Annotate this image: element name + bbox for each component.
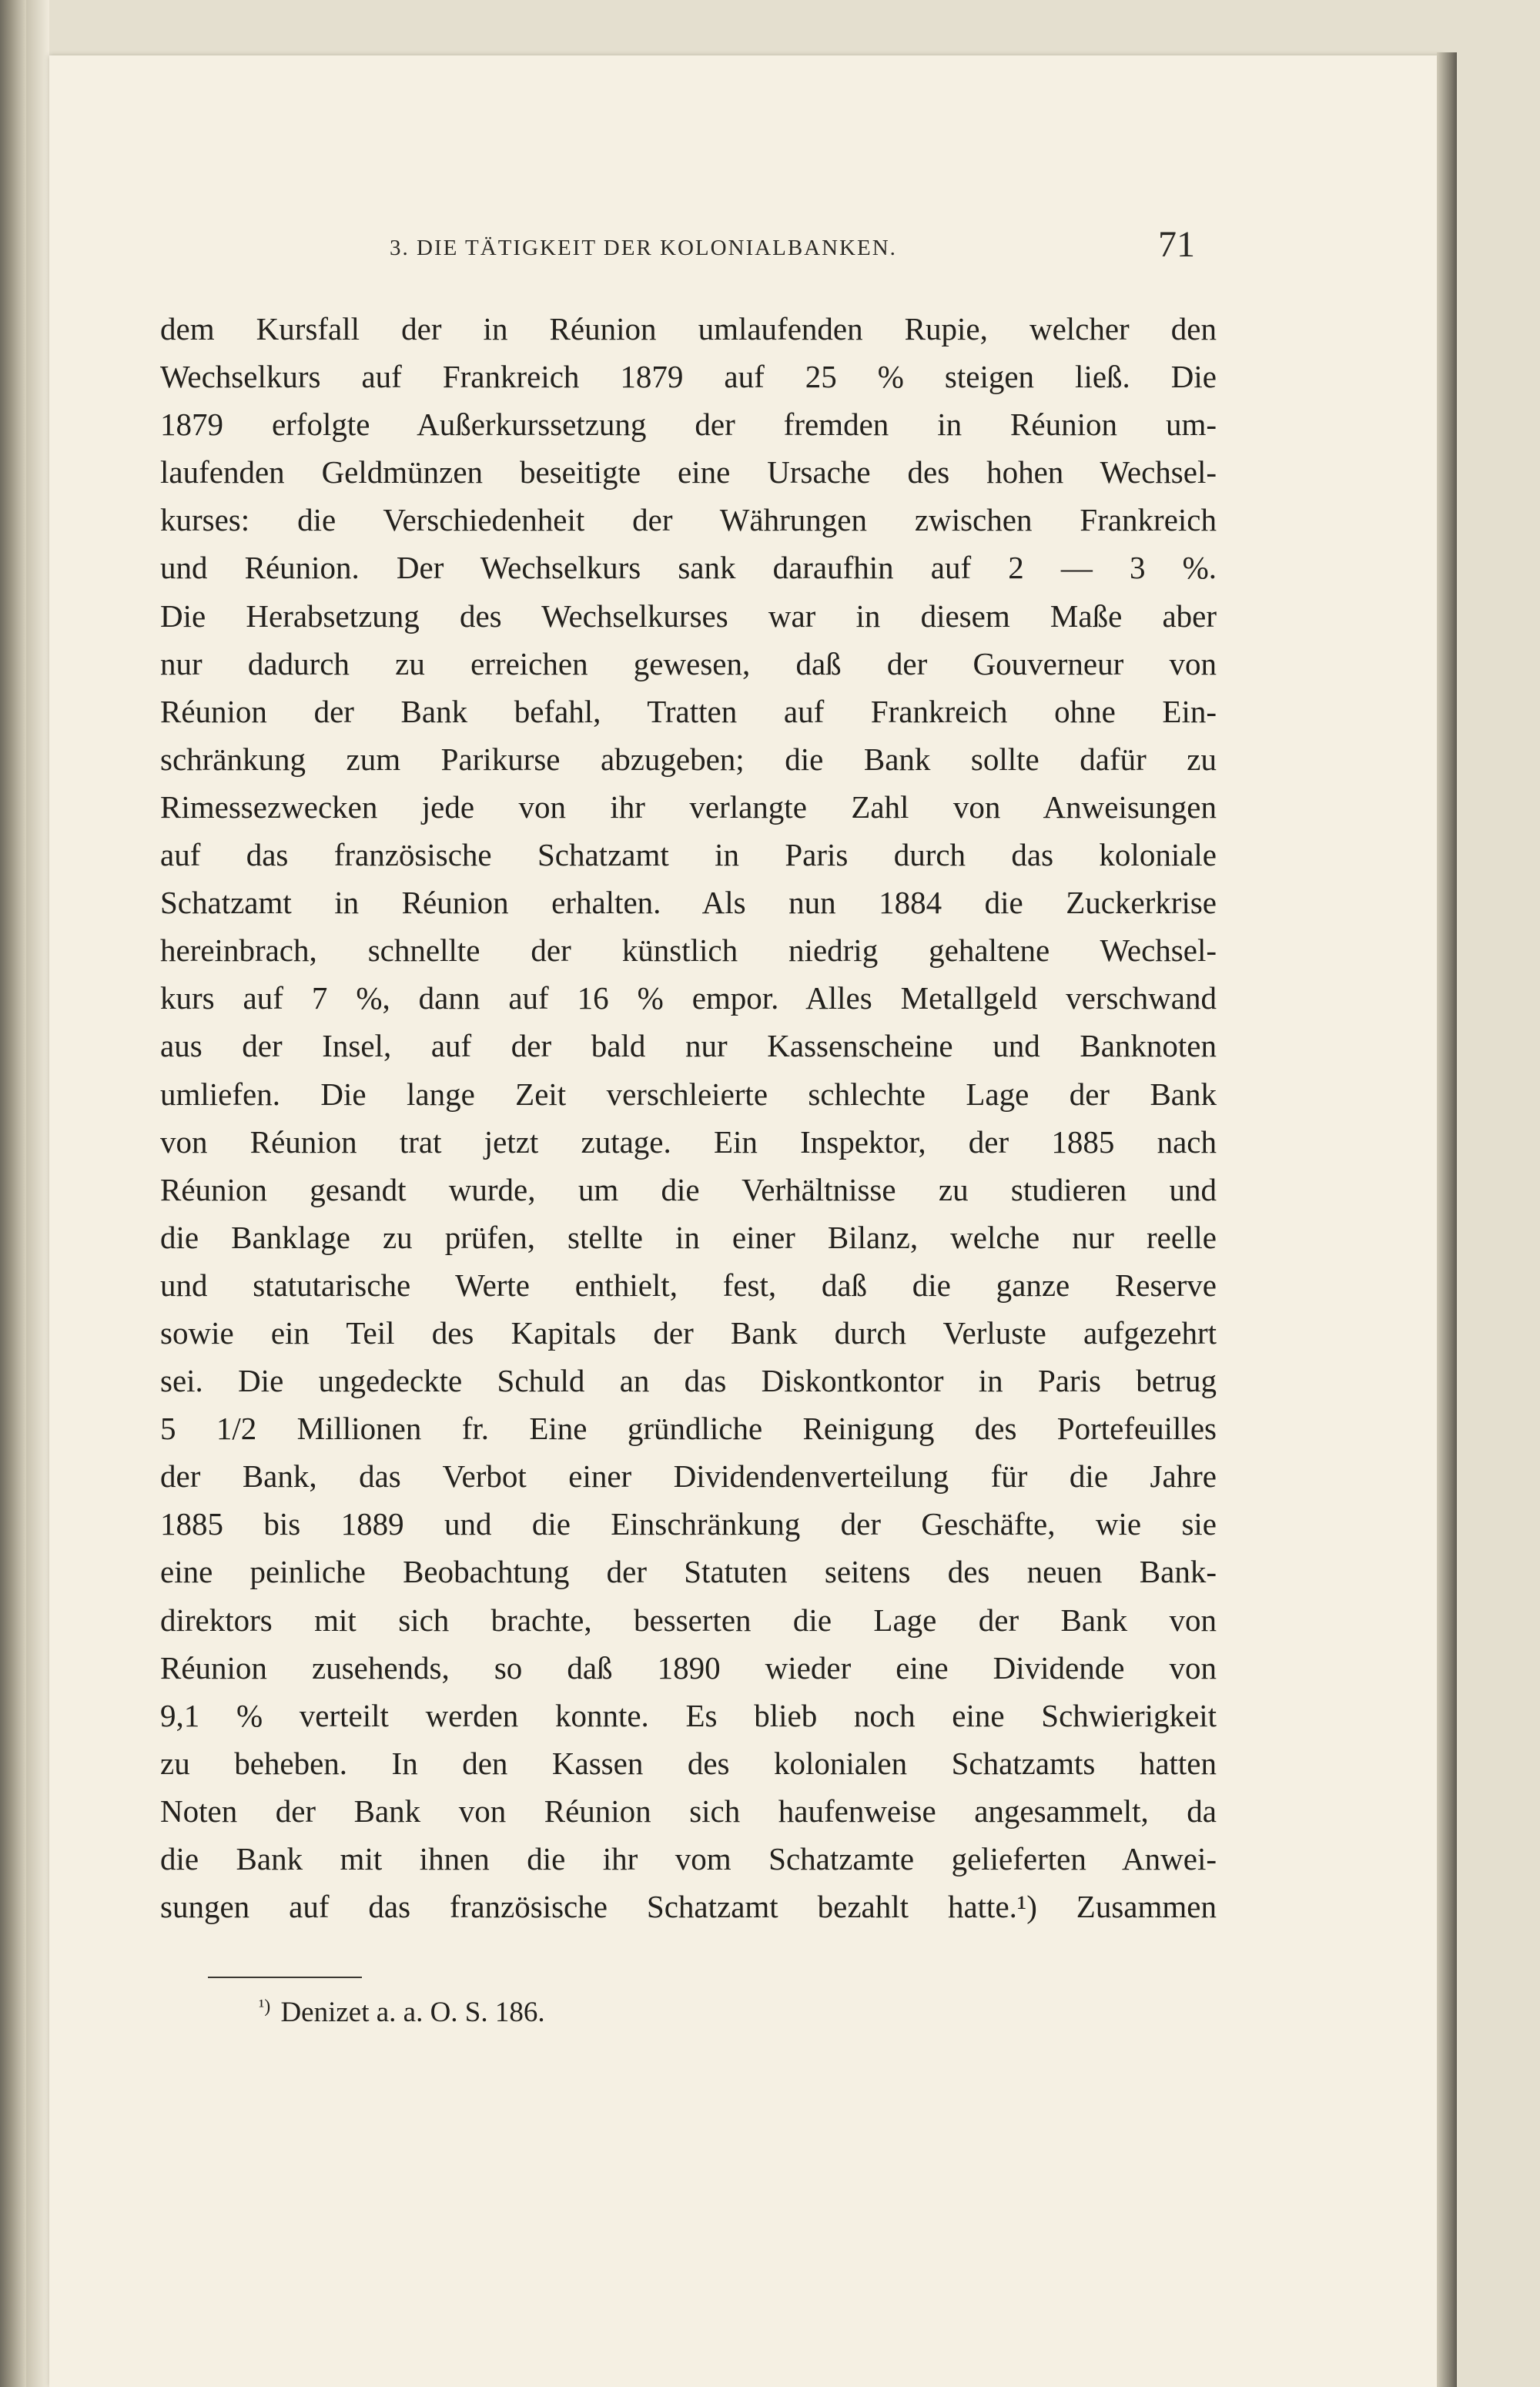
text-line: Noten der Bank von Réunion sich haufenweise angesammelt, da <box>160 1793 1217 1829</box>
text-line: sei. Die ungedeckte Schuld an das Diskontkontor in Paris betrug <box>160 1363 1217 1399</box>
gutter-shadow <box>26 0 49 2387</box>
text-line: aus der Insel, auf der bald nur Kassenscheine und Banknoten <box>160 1028 1217 1064</box>
text-line: Réunion gesandt wurde, um die Verhältnisse zu studieren und <box>160 1171 1217 1207</box>
text-line: die Bank mit ihnen die ihr vom Schatzamte gelieferten Anwei- <box>160 1841 1217 1876</box>
text-line: dem Kursfall der in Réunion umlaufenden Rupie, welcher den <box>160 311 1217 346</box>
footnote <box>259 1996 545 2029</box>
text-line: nur dadurch zu erreichen gewesen, daß der Gouverneur von <box>160 645 1217 681</box>
running-head: 3. DIE TÄTIGKEIT DER KOLONIALBANKEN. <box>390 236 897 260</box>
text-line: Réunion der Bank befahl, Tratten auf Frankreich ohne Ein- <box>160 693 1217 729</box>
text-line: direktors mit sich brachte, besserten die Lage der Bank von <box>160 1602 1217 1638</box>
text-line: Rimessezwecken jede von ihr verlangte Zahl von Anweisungen <box>160 788 1217 825</box>
text-line: 1885 bis 1889 und die Einschränkung der Geschäfte, wie sie <box>160 1506 1217 1542</box>
text-line: auf das französische Schatzamt in Paris durch das koloniale <box>160 837 1217 873</box>
text-line: von Réunion trat jetzt zutage. Ein Inspektor, der 1885 nach <box>160 1123 1217 1160</box>
text-line: 5 1/2 Millionen fr. Eine gründliche Reinigung des Portefeuilles <box>160 1411 1217 1447</box>
page-edge-stack <box>1437 52 1457 2387</box>
text-line: hereinbrach, schnellte der künstlich niedrig gehaltene Wechsel- <box>160 932 1217 969</box>
text-line: die Banklage zu prüfen, stellte in einer Bilanz, welche nur reelle <box>160 1219 1217 1255</box>
text-line: eine peinliche Beobachtung der Statuten seitens des neuen Bank- <box>160 1554 1217 1590</box>
text-line: Schatzamt in Réunion erhalten. Als nun 1884 die Zuckerkrise <box>160 885 1217 921</box>
text-line: und statutarische Werte enthielt, fest, daß die ganze Reserve <box>160 1267 1217 1303</box>
text-line: umliefen. Die lange Zeit verschleierte schlechte Lage der Bank <box>160 1076 1217 1112</box>
book-spine-shadow <box>0 0 26 2387</box>
text-line: der Bank, das Verbot einer Dividendenverteilung für die Jahre <box>160 1458 1217 1495</box>
footnote-separator <box>208 1977 362 1978</box>
text-line: zu beheben. In den Kassen des kolonialen Schatzamts hatten <box>160 1745 1217 1781</box>
text-line: 9,1 % verteilt werden konnte. Es blieb noch eine Schwierigkeit <box>160 1697 1217 1733</box>
text-line: kurses: die Verschiedenheit der Währungen zwischen Frankreich <box>160 502 1217 538</box>
text-line: kurs auf 7 %, dann auf 16 % empor. Alles Metallgeld verschwand <box>160 980 1217 1016</box>
text-line: sungen auf das französische Schatzamt bezahlt hatte.¹) Zusammen <box>160 1889 1217 1925</box>
text-line: laufenden Geldmünzen beseitigte eine Ursache des hohen Wechsel- <box>160 454 1217 490</box>
text-line: Die Herabsetzung des Wechselkurses war in diesem Maße aber <box>160 598 1217 634</box>
text-line: sowie ein Teil des Kapitals der Bank durch Verluste aufgezehrt <box>160 1314 1217 1351</box>
text-line: schränkung zum Parikurse abzugeben; die Bank sollte dafür zu <box>160 741 1217 777</box>
text-line: 1879 erfolgte Außerkurssetzung der fremden in Réunion um- <box>160 407 1217 443</box>
text-line: und Réunion. Der Wechselkurs sank daraufhin auf 2 — 3 %. <box>160 550 1217 586</box>
text-line: Réunion zusehends, so daß 1890 wieder eine Dividende von <box>160 1649 1217 1686</box>
footnote-text: Denizet a. a. O. S. 186. <box>280 1997 545 2028</box>
body-text <box>160 305 1217 1930</box>
footnote-marker: ¹) <box>259 1997 271 2017</box>
page-number: 71 <box>1158 224 1195 265</box>
text-line: Wechselkurs auf Frankreich 1879 auf 25 % steigen ließ. Die <box>160 359 1217 395</box>
